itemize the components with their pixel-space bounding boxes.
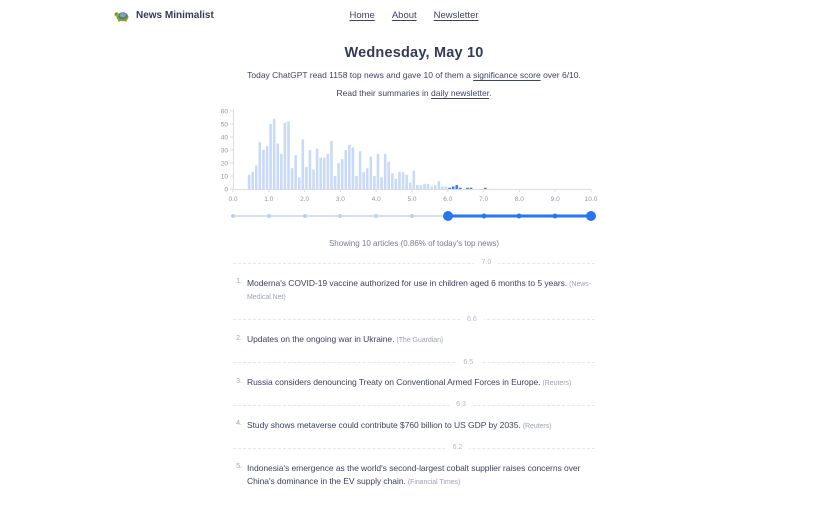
slider-dot-4 [374, 214, 378, 218]
news-rank: 4. [236, 420, 242, 428]
news-list [233, 259, 595, 489]
histogram-bar [416, 185, 419, 189]
news-list-item [233, 401, 595, 433]
histogram-bar [280, 153, 283, 188]
showing-count-text: Showing 10 articles (0.86% of today's top news) [328, 238, 500, 248]
histogram-bar [455, 185, 458, 189]
histogram-bar [337, 163, 340, 189]
slider-dot-3 [338, 214, 342, 218]
histogram-bar [405, 174, 408, 188]
histogram-bar [291, 168, 294, 189]
y-tick-label: 40 [220, 133, 228, 141]
news-item[interactable] [233, 277, 595, 305]
histogram-bar [391, 173, 394, 189]
score-divider [233, 358, 595, 366]
histogram-bar [366, 168, 369, 189]
news-rank: 5. [236, 463, 242, 471]
significance-score-label: 6.6 [460, 316, 484, 323]
histogram-bar [370, 156, 373, 189]
histogram-bar [395, 178, 398, 188]
histogram-bar [373, 176, 376, 189]
histogram-bar [305, 166, 308, 188]
nav-link-home[interactable]: Home [349, 9, 375, 21]
histogram-bar [359, 151, 362, 189]
significance-score-label: 6.5 [456, 359, 480, 366]
news-title[interactable]: Moderna's COVID-19 vaccine authorized for use in children aged 6 months to 5 years. [247, 277, 568, 288]
slider-handle-10[interactable] [586, 211, 596, 221]
news-source: (Financial Times) [407, 478, 461, 486]
news-rank: 3. [236, 377, 242, 385]
histogram-bar [298, 177, 301, 189]
histogram-bar [448, 187, 451, 188]
y-tick-label: 30 [220, 146, 228, 154]
intro-line-2 [0, 87, 828, 100]
histogram-bar [251, 172, 254, 189]
histogram-bar [352, 147, 355, 189]
x-tick-label: 4.0 [371, 195, 381, 203]
histogram-bar [262, 150, 265, 189]
significance-score-label: 7.0 [475, 259, 499, 266]
y-tick-label: 0 [224, 185, 228, 193]
histogram-bar [309, 150, 312, 189]
histogram-bar [327, 153, 330, 188]
score-divider [233, 315, 595, 323]
significance-chart [220, 107, 598, 222]
x-tick-label: 6.0 [443, 195, 453, 203]
x-tick-label: 3.0 [335, 195, 345, 203]
histogram-bar [344, 150, 347, 189]
histogram-bar [302, 139, 305, 188]
histogram-bar [484, 187, 487, 188]
y-tick-label: 60 [220, 107, 228, 115]
histogram-bar [423, 183, 426, 188]
histogram-bar [380, 177, 383, 189]
slider-dot-0 [231, 214, 235, 218]
x-tick-label: 1.0 [264, 195, 274, 203]
histogram-bar [384, 153, 387, 188]
histogram-bar [319, 157, 322, 188]
news-title-wrap [247, 419, 551, 433]
histogram-bar [452, 186, 455, 189]
slider-handle-6[interactable] [443, 211, 453, 221]
intro-text: . [489, 87, 492, 98]
page-title: Wednesday, May 10 [344, 45, 484, 61]
histogram-bar [434, 185, 437, 189]
main-nav [349, 10, 478, 21]
slider-dot-5 [410, 214, 414, 218]
histogram-bar [398, 172, 401, 189]
news-title[interactable]: Indonesia's emergence as the world's second-largest cobalt supplier raises concerns over China's dominance in the EV supply chain. [247, 462, 581, 486]
turtle-logo-icon [114, 9, 130, 22]
brand[interactable] [114, 9, 214, 22]
news-source: (Reuters) [542, 380, 572, 388]
x-tick-label: 5.0 [407, 195, 417, 203]
news-item[interactable] [233, 376, 595, 390]
main-content [0, 45, 828, 489]
histogram-bar [294, 155, 297, 189]
slider-dot-7 [481, 213, 486, 218]
y-tick-label: 20 [220, 159, 228, 167]
news-title-wrap [247, 277, 595, 305]
histogram-bar [438, 181, 441, 189]
news-list-item [233, 358, 595, 390]
significance-score-label: 6.3 [449, 401, 473, 408]
histogram-bar [362, 172, 365, 189]
histogram-bar [445, 186, 448, 189]
news-title[interactable]: Study shows metaverse could contribute $760 billion to US GDP by 2035. [247, 419, 521, 430]
news-item[interactable] [233, 333, 595, 347]
x-tick-label: 7.0 [479, 195, 489, 203]
histogram-bar [441, 186, 444, 189]
news-source: (Reuters) [522, 422, 552, 430]
news-list-item [233, 444, 595, 489]
histogram-bar [287, 121, 290, 189]
histogram-bar [323, 157, 326, 188]
news-rank: 2. [236, 334, 242, 342]
slider-dot-9 [553, 213, 558, 218]
intro-text: over 6/10. [540, 70, 581, 80]
histogram-bar [387, 161, 390, 188]
histogram-bar [341, 159, 344, 189]
slider-dot-1 [267, 214, 271, 218]
news-source: (The Guardian) [396, 337, 444, 345]
histogram-bar [348, 144, 351, 188]
score-divider [233, 259, 595, 266]
histogram-bar [312, 169, 315, 189]
slider-dot-8 [517, 213, 522, 218]
histogram-bar [420, 185, 423, 189]
news-title[interactable]: Updates on the ongoing war in Ukraine. [247, 334, 395, 345]
significance-score-link[interactable]: significance score [473, 70, 541, 80]
histogram-bar [259, 142, 262, 189]
histogram-bar [459, 187, 462, 188]
nav-link-newsletter[interactable]: Newsletter [433, 9, 479, 21]
histogram-bar [470, 187, 473, 188]
score-divider [233, 444, 595, 452]
x-tick-label: 10.0 [584, 195, 598, 203]
y-tick-label: 10 [220, 172, 228, 180]
news-title-wrap [247, 462, 595, 489]
histogram-bar [273, 118, 276, 188]
histogram-bar [255, 165, 258, 188]
histogram-bar [316, 148, 319, 188]
news-title-wrap [247, 333, 443, 347]
news-title[interactable]: Russia considers denouncing Treaty on Conventional Armed Forces in Europe. [247, 377, 541, 388]
news-title-wrap [247, 376, 571, 390]
significance-score-label: 6.2 [446, 444, 470, 451]
histogram-bar [377, 153, 380, 188]
intro-text: Today ChatGPT read 1158 top news and gave 10 of them a [247, 70, 474, 80]
histogram-bar [248, 174, 251, 188]
news-item[interactable] [233, 462, 595, 489]
y-tick-label: 50 [220, 120, 228, 128]
score-range-slider[interactable] [233, 210, 591, 222]
x-tick-label: 2.0 [300, 195, 310, 203]
news-source: (News-Medical.Net) [247, 280, 592, 302]
news-list-item [233, 259, 595, 305]
site-title: News Minimalist [136, 9, 214, 21]
histogram-bar [409, 182, 412, 189]
histogram-bar [334, 176, 337, 189]
histogram-bar [284, 122, 287, 188]
nav-link-about[interactable]: About [391, 9, 417, 21]
header [114, 0, 714, 24]
histogram-bar [266, 146, 269, 189]
slider-dot-2 [303, 214, 307, 218]
histogram-bar [355, 176, 358, 189]
intro-text: Read their summaries in [336, 87, 431, 98]
news-list-item [233, 315, 595, 347]
histogram-chart [220, 107, 598, 205]
histogram-bar [466, 187, 469, 188]
x-tick-label: 8.0 [514, 195, 524, 203]
histogram-bar [330, 140, 333, 188]
daily-newsletter-link[interactable]: daily newsletter [430, 87, 490, 98]
histogram-bar [276, 143, 279, 189]
x-tick-label: 0.0 [228, 195, 238, 203]
news-rank: 1. [236, 278, 242, 285]
histogram-bar [430, 186, 433, 189]
histogram-bar [427, 183, 430, 188]
intro-line-1 [0, 69, 828, 82]
histogram-bar [412, 170, 415, 188]
score-divider [233, 401, 595, 409]
x-tick-label: 9.0 [550, 195, 560, 203]
histogram-bar [269, 124, 272, 189]
histogram-bar [402, 172, 405, 189]
news-item[interactable] [233, 419, 595, 433]
